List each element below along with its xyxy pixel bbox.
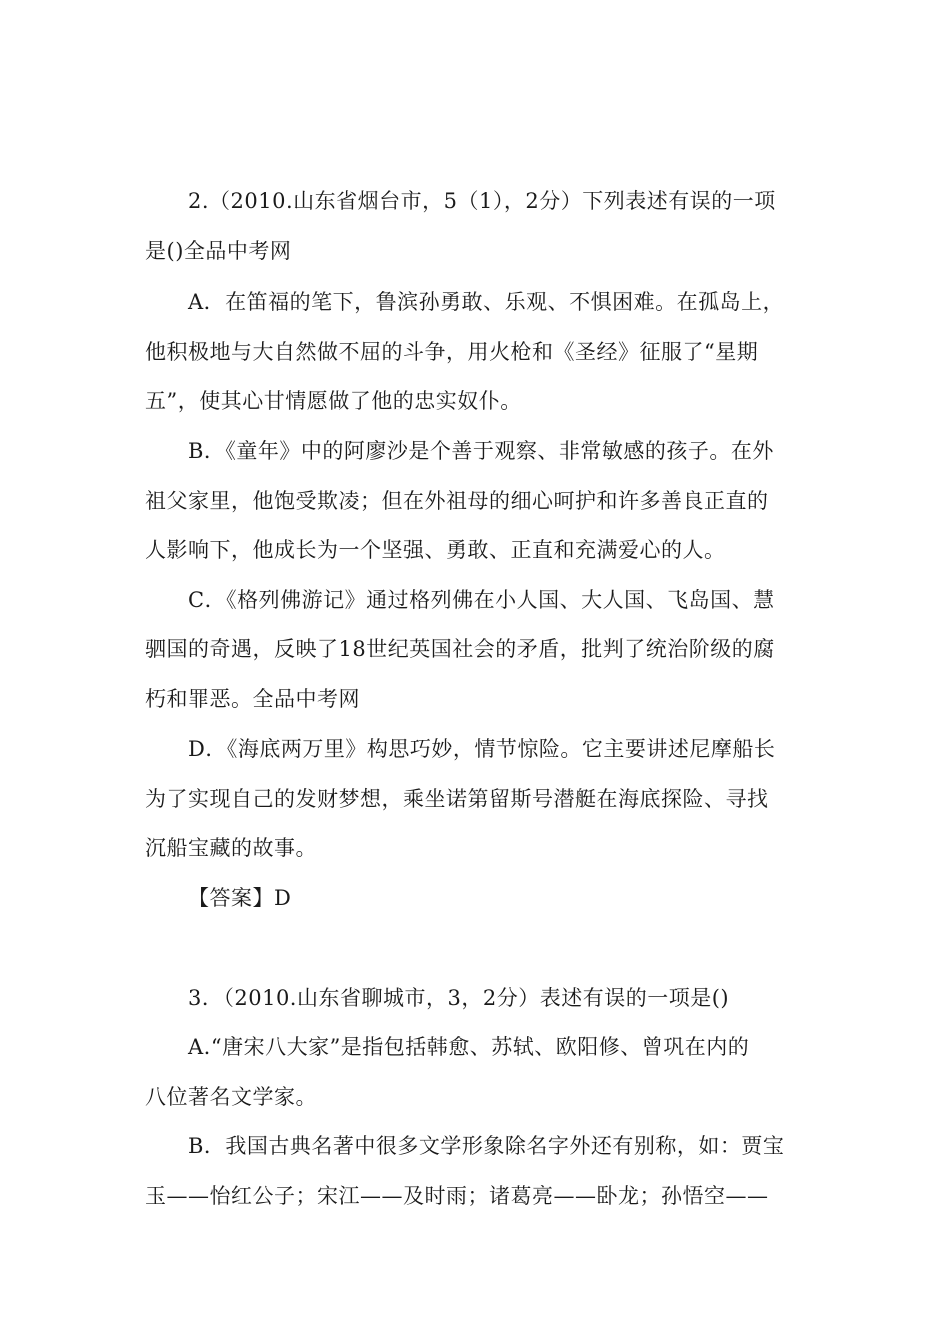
q3-option-b-line-2: 玉——怡红公子；宋江——及时雨；诸葛亮——卧龙；孙悟空—— bbox=[145, 1184, 769, 1208]
q2-option-d-line-2: 为了实现自己的发财梦想，乘坐诺第留斯号潜艇在海底探险、寻找 bbox=[145, 787, 769, 811]
q2-option-b-line-3: 人影响下，他成长为一个坚强、勇敢、正直和充满爱心的人。 bbox=[145, 538, 726, 562]
q2-option-b-line-1: B．《童年》中的阿廖沙是个善于观察、非常敏感的孩子。在外 bbox=[188, 439, 774, 463]
q2-option-a-line-1: A．在笛福的笔下，鲁滨孙勇敢、乐观、不惧困难。在孤岛上， bbox=[188, 290, 785, 314]
q2-option-d-line-1: D．《海底两万里》构思巧妙，情节惊险。它主要讲述尼摩船长 bbox=[188, 737, 776, 761]
q3-option-a-line-1: A.“唐宋八大家”是指包括韩愈、苏轼、欧阳修、曾巩在内的 bbox=[188, 1035, 750, 1059]
q2-option-c-line-1: C．《格列佛游记》通过格列佛在小人国、大人国、飞岛国、慧 bbox=[188, 588, 775, 612]
q2-option-a-line-3: 五”，使其心甘情愿做了他的忠实奴仆。 bbox=[145, 389, 522, 413]
q2-option-a-line-2: 他积极地与大自然做不屈的斗争，用火枪和《圣经》征服了“星期 bbox=[145, 340, 759, 364]
q3-stem: 3．（2010.山东省聊城市，3，2分）表述有误的一项是() bbox=[188, 986, 730, 1010]
q2-stem-line-2: 是()全品中考网 bbox=[145, 239, 292, 263]
q2-option-b-line-2: 祖父家里，他饱受欺凌；但在外祖母的细心呵护和许多善良正直的 bbox=[145, 489, 769, 513]
q2-option-d-line-3: 沉船宝藏的故事。 bbox=[145, 836, 317, 860]
q2-option-c-line-2: 驷国的奇遇，反映了18世纪英国社会的矛盾，批判了统治阶级的腐 bbox=[145, 637, 775, 661]
q3-option-b-line-1: B．我国古典名著中很多文学形象除名字外还有别称，如：贾宝 bbox=[188, 1134, 785, 1158]
q2-answer: 【答案】D bbox=[188, 886, 292, 910]
q2-option-c-line-3: 朽和罪恶。全品中考网 bbox=[145, 687, 360, 711]
q3-option-a-line-2: 八位著名文学家。 bbox=[145, 1085, 317, 1109]
q2-stem-line-1: 2.（2010.山东省烟台市，5（1），2分）下列表述有误的一项 bbox=[188, 189, 776, 213]
